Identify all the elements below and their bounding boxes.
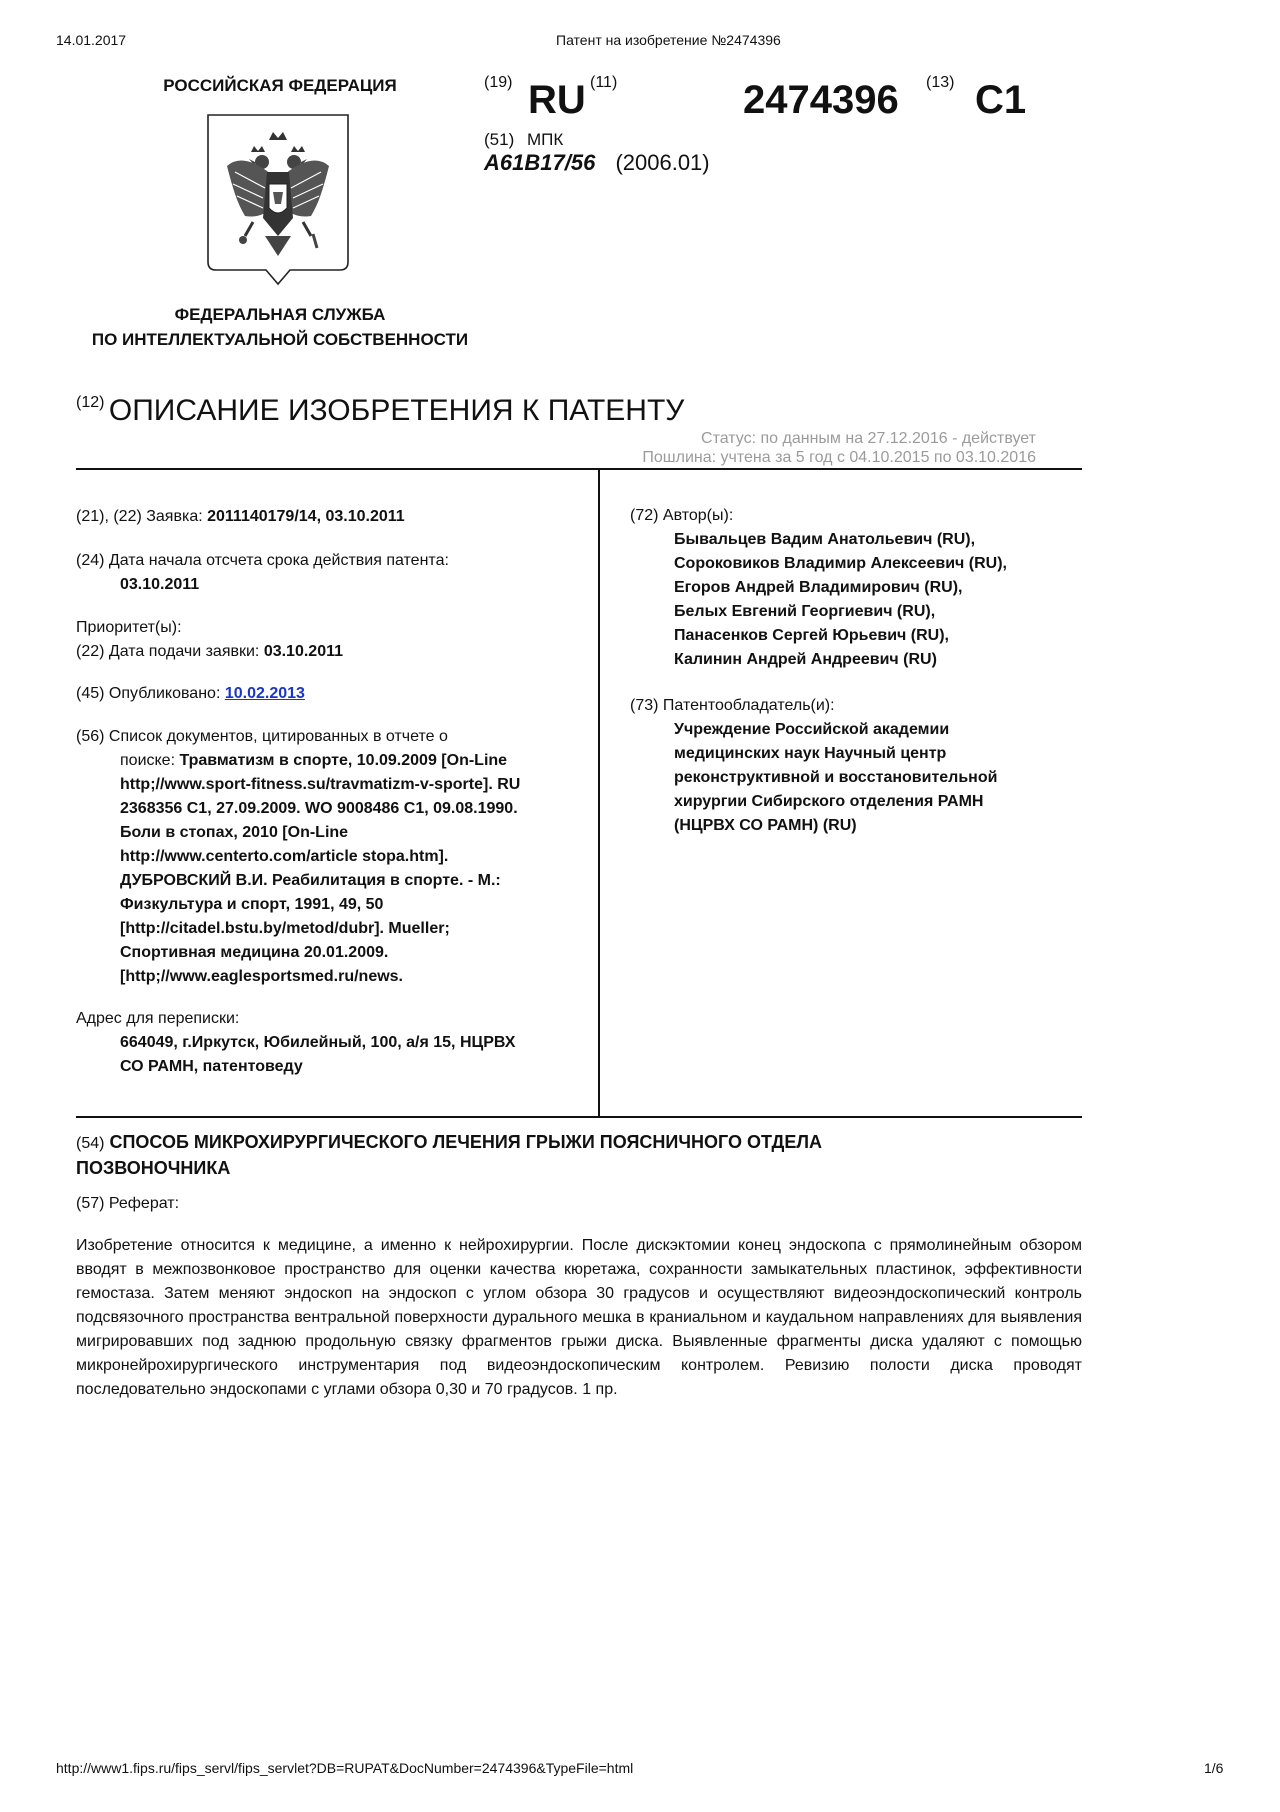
holder-line: медицинских наук Научный центр bbox=[674, 745, 947, 762]
citation-line: ДУБРОВСКИЙ В.И. Реабилитация в спорте. - М.: bbox=[120, 872, 501, 889]
citation-line: http://www.centerto.com/article stopa.htm]. bbox=[120, 848, 449, 865]
citations-label-2: поиске: bbox=[120, 752, 180, 769]
authors-label: (72) Автор(ы): bbox=[630, 507, 734, 524]
published-field bbox=[76, 682, 305, 706]
patent-holder-field bbox=[630, 694, 1070, 838]
invention-title bbox=[76, 1130, 1086, 1181]
abstract-text: Изобретение относится к медицине, а именно к нейрохирургии. После дискэктомии конец эндоскопа с прямолинейным обзором вводят в межпозвонковое пространство для оценки качества кюретажа, сохранности замыкательных пластинок, эффективности гемостаза. Затем меняют эндоскоп на эндоскоп с углом обзора 30 градусов и осуществляют видеоэндоскопический контроль подсвязочного пространства вентральной поверхности дурального мешка в краниальном и каудальном направлениях для выявления мигрировавших под заднюю продольную связку фрагментов грыжи диска. Выявленные фрагменты диска удаляют с помощью микронейрохирургического инструментария под видеоэндоскопическим контролем. Ревизию полости диска проводят последовательно эндоскопами с углами обзора 0,30 и 70 градусов. 1 пр. bbox=[76, 1237, 1082, 1398]
author-name: Сороковиков Владимир Алексеевич (RU), bbox=[674, 555, 1007, 572]
ipc-version: (2006.01) bbox=[615, 150, 710, 175]
published-date-link[interactable]: 10.02.2013 bbox=[224, 685, 305, 702]
ipc-class: A61B17/56 bbox=[484, 150, 596, 175]
code-11: (11) bbox=[590, 74, 618, 91]
term-start-field bbox=[76, 549, 576, 597]
ipc-class-line bbox=[484, 150, 710, 176]
print-url: http://www1.fips.ru/fips_servl/fips_servlet?DB=RUPAT&DocNumber=2474396&TypeFile=html bbox=[56, 1760, 634, 1776]
term-start-label: (24) Дата начала отсчета срока действия патента: bbox=[76, 552, 449, 569]
patent-number: 2474396 bbox=[743, 78, 899, 122]
country-name: РОССИЙСКАЯ ФЕДЕРАЦИЯ bbox=[163, 76, 397, 95]
agency-line-2: ПО ИНТЕЛЛЕКТУАЛЬНОЙ СОБСТВЕННОСТИ bbox=[91, 330, 469, 349]
address-field bbox=[76, 1007, 596, 1079]
patent-fee: Пошлина: учтена за 5 год с 04.10.2015 по 03.10.2016 bbox=[642, 449, 1036, 466]
code-12: (12) bbox=[76, 394, 105, 411]
coat-of-arms-icon bbox=[205, 112, 351, 288]
filing-value: 03.10.2011 bbox=[263, 643, 344, 660]
print-date: 14.01.2017 bbox=[56, 32, 127, 48]
address-label: Адрес для переписки: bbox=[76, 1010, 240, 1027]
code-13: (13) bbox=[926, 74, 955, 91]
top-divider bbox=[76, 468, 1082, 470]
citation-line: http;//www.sport-fitness.su/travmatizm-v-sporte]. RU bbox=[120, 776, 521, 793]
citation-line: Боли в стопах, 2010 [On-Line bbox=[120, 824, 349, 841]
citation-line: Травматизм в спорте, 10.09.2009 [On-Line bbox=[179, 752, 508, 769]
holder-line: хирургии Сибирского отделения РАМН bbox=[674, 793, 984, 810]
author-name: Панасенков Сергей Юрьевич (RU), bbox=[674, 627, 949, 644]
patent-status: Статус: по данным на 27.12.2016 - действует bbox=[701, 430, 1036, 447]
code-51: (51) bbox=[484, 130, 515, 149]
bottom-divider bbox=[76, 1116, 1082, 1118]
holder-line: (НЦРВХ СО РАМН) (RU) bbox=[674, 817, 857, 834]
address-line-1: 664049, г.Иркутск, Юбилейный, 100, а/я 15, НЦРВХ bbox=[120, 1034, 516, 1051]
filing-label: (22) Дата подачи заявки: bbox=[76, 643, 264, 660]
author-name: Егоров Андрей Владимирович (RU), bbox=[674, 579, 963, 596]
author-name: Калинин Андрей Андреевич (RU) bbox=[674, 651, 937, 668]
mpk-label: МПК bbox=[526, 130, 564, 149]
coat-of-arms-emblem bbox=[205, 112, 351, 288]
agency-line-1: ФЕДЕРАЛЬНАЯ СЛУЖБА bbox=[174, 305, 386, 324]
citation-line: 2368356 C1, 27.09.2009. WO 9008486 C1, 09.08.1990. bbox=[120, 800, 518, 817]
priority-label: Приоритет(ы): bbox=[76, 619, 182, 636]
print-page-title: Патент на изобретение №2474396 bbox=[556, 32, 781, 48]
priority-field bbox=[76, 616, 343, 664]
authors-field bbox=[630, 504, 1070, 672]
ipc-block bbox=[484, 130, 563, 150]
invention-title-line-2: ПОЗВОНОЧНИКА bbox=[76, 1158, 231, 1178]
holder-line: Учреждение Российской академии bbox=[674, 721, 950, 738]
document-title bbox=[76, 394, 684, 428]
abstract-label: (57) Реферат: bbox=[76, 1195, 180, 1212]
citations-label: (56) Список документов, цитированных в отчете о bbox=[76, 728, 448, 745]
citation-line: [http://citadel.bstu.by/metod/dubr]. Mueller; bbox=[120, 920, 450, 937]
author-name: Бывальцев Вадим Анатольевич (RU), bbox=[674, 531, 976, 548]
holder-line: реконструктивной и восстановительной bbox=[674, 769, 998, 786]
term-start-value: 03.10.2011 bbox=[120, 576, 200, 593]
address-line-2: СО РАМН, патентоведу bbox=[120, 1058, 303, 1075]
application-field bbox=[76, 505, 405, 529]
country-code: RU bbox=[528, 78, 586, 122]
column-divider bbox=[598, 469, 600, 1117]
invention-title-line-1: СПОСОБ МИКРОХИРУРГИЧЕСКОГО ЛЕЧЕНИЯ ГРЫЖИ ПОЯСНИЧНОГО ОТДЕЛА bbox=[109, 1132, 822, 1152]
citation-line: [http;//www.eaglesportsmed.ru/news. bbox=[120, 968, 403, 985]
kind-code: C1 bbox=[975, 78, 1027, 122]
code-19: (19) bbox=[484, 74, 513, 91]
author-name: Белых Евгений Георгиевич (RU), bbox=[674, 603, 936, 620]
print-page-number: 1/6 bbox=[1204, 1760, 1224, 1776]
code-54: (54) bbox=[76, 1135, 105, 1152]
citations-field bbox=[76, 725, 596, 989]
citation-line: Спортивная медицина 20.01.2009. bbox=[120, 944, 389, 961]
holder-label: (73) Патентообладатель(и): bbox=[630, 697, 835, 714]
doc-title-text: ОПИСАНИЕ ИЗОБРЕТЕНИЯ К ПАТЕНТУ bbox=[108, 394, 685, 427]
application-value: 2011140179/14, 03.10.2011 bbox=[207, 508, 405, 525]
application-label: (21), (22) Заявка: bbox=[76, 508, 208, 525]
published-label: (45) Опубликовано: bbox=[76, 685, 225, 702]
agency-name bbox=[60, 302, 500, 352]
citation-line: Физкультура и спорт, 1991, 49, 50 bbox=[120, 896, 384, 913]
